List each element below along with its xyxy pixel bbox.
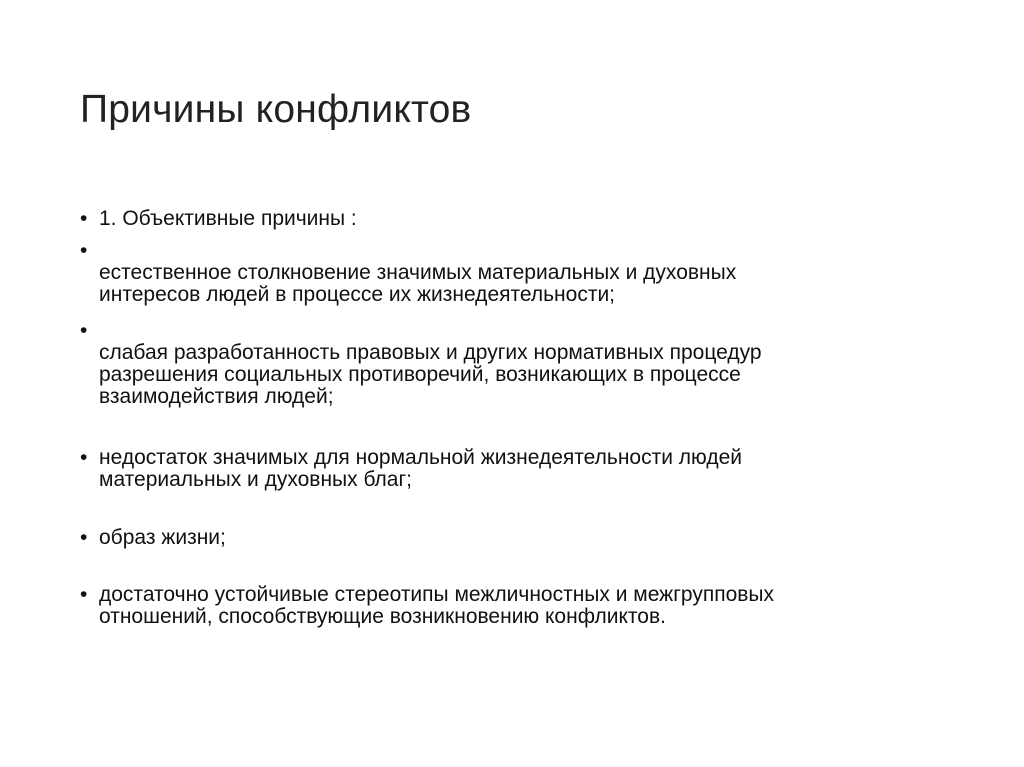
bullet-text: образ жизни; [99,526,226,549]
bullet-text: слабая разработанность правовых и других нормативных процедур разрешения социальных противоречий, возникающих в процессе взаимодействия людей; [99,341,762,408]
slide-title: Причины конфликтов [80,88,472,131]
bullet-dot: • [80,446,88,469]
bullet-text: достаточно устойчивые стереотипы межличностных и межгрупповых отношений, способствующие возникновению конфликтов. [99,583,775,628]
bullet-dot: • [80,239,88,262]
bullet-text: 1. Объективные причины : [99,207,357,230]
bullet-text: естественное столкновение значимых материальных и духовных интересов людей в процессе их жизнедеятельности; [99,261,737,306]
bullet-dot: • [80,207,88,230]
bullet-dot: • [80,526,88,549]
bullet-dot: • [80,583,88,606]
bullet-text: недостаток значимых для нормальной жизнедеятельности людей материальных и духовных благ; [99,446,742,491]
bullet-dot: • [80,319,88,342]
